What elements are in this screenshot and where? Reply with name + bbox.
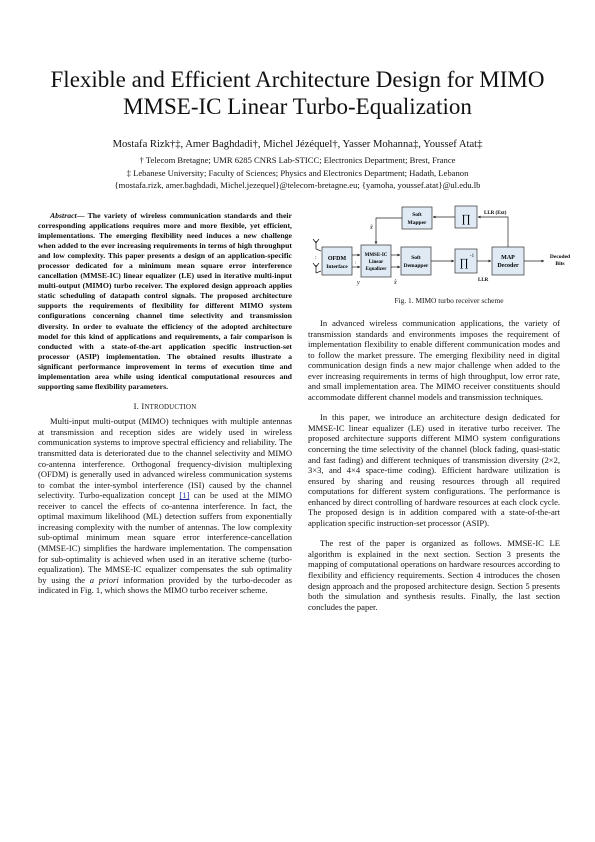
section-heading-introduction — [38, 401, 292, 414]
label-xhat: x̂ — [394, 280, 397, 286]
intro-text-a: Multi-input multi-output (MIMO) techniques with multiple antennas at transmission and reception sides are widely used in wireless communication systems to improve spectral efficiency and reliability. The transmitted data is deteriorated due to the channel selectivity and MIMO co-antenna interference. Orthogonal frequency-division multiplexing (OFDM) is generally used in advanced wireless communication systems to combat the inter-symbol interference (ISI) caused by the channel selectivity. Turbo-equalization concept — [38, 416, 292, 501]
mapper-label-2: Mapper — [407, 220, 427, 226]
deinterleaver-sup: -1 — [469, 254, 475, 259]
mmse-label-1: MMSE-IC — [364, 253, 388, 258]
paragraph-contribution: In this paper, we introduce an architecture design dedicated for MMSE-IC linear equalizer (LE) used in iterative turbo receiver. The proposed architecture supports different MIMO system configurations concerning the time selectivity of the channel (block fading, quasi-static and fast fading) and different techniques of transmission diversity (2×2, 3×3, and 4×4 space-time coding). Efficient hardware utilization is ensured by sharing and reusing resources through all required computations for different system configurations. The performance is enhanced by direct controlling of hardware resources at each clock cycle. The proposed design is in addition compared with a state-of-the-art application specific instruction-set processor (ASIP). — [308, 412, 560, 528]
svg-text::: : — [355, 261, 357, 266]
map-label-2: Decoder — [497, 263, 519, 269]
svg-text::: : — [315, 255, 317, 261]
label-xtilde: x̃ — [370, 225, 373, 231]
decoded-label-2: Bits — [555, 261, 565, 267]
interleaver-symbol: ∏ — [461, 213, 471, 225]
label-llr: LLR — [478, 278, 489, 283]
map-decoder-block — [492, 247, 524, 275]
abstract-text: The variety of wireless communication standards and their corresponding applications requires more and more flexible, yet efficient, implementations. The emerging flexibility need induces a new challenge when added to the ever increasing requirements in terms of high throughput and low complexity. This paper presents a design of an application-specific processor dedicated for a minimum mean square error interference cancellation (MMSE-IC) linear equalizer (LE) used in iterative multi-input multi-output (MIMO) turbo receiver. The explored design approach applies static scheduling of datapath control signals. The proposed architecture supports the requirements of flexibility for different MIMO system configurations concerning channel time selectivity and transmission diversity. In order to evaluate the efficiency of the adopted architecture model for this kind of applications and requirements, a fair comparison is conducted with a state-of-the-art application specific instruction-set processor (ASIP) implementation. The obtained results illustrate a significant performance improvement in terms of execution time and implementation area while using identical computational resources and supporting same flexibility parameters. — [38, 211, 292, 391]
mmse-label-3: Equalizer — [365, 267, 387, 272]
section-numeral: I. — [133, 400, 140, 411]
title-line-1: Flexible and Efficient Architecture Design for MIMO — [50, 67, 545, 92]
affiliation-lebanese-university: ‡ Lebanese University; Faculty of Sciences; Physics and Electronics Department; Hadath, Lebanon — [126, 168, 469, 178]
intro-emphasis: a priori — [89, 574, 119, 585]
receiver-diagram — [308, 203, 590, 303]
citation-link[interactable]: [1] — [179, 490, 190, 501]
label-llr-ext: LLR (Ext) — [484, 211, 507, 216]
ofdm-label-2: Interface — [326, 264, 348, 270]
author-emails: {mostafa.rizk, amer.baghdadi, Michel.jezequel}@telecom-bretagne.eu; {yamoha, youssef.atat}@ul.edu.lb — [114, 180, 481, 190]
intro-paragraph — [38, 416, 292, 595]
map-label-1: MAP — [501, 255, 515, 261]
abstract-label: Abstract — [50, 211, 77, 220]
demapper-label-2: Demapper — [403, 263, 429, 269]
abstract — [38, 211, 292, 392]
left-column — [38, 211, 292, 596]
mmse-label-2: Linear — [368, 260, 384, 265]
paper-title — [20, 66, 575, 120]
soft-demapper-block — [401, 247, 431, 275]
paragraph-organization: The rest of the paper is organized as follows. MMSE-IC LE algorithm is explained in the next section. Section 3 presents the mapping of computational operations on hardware resources according to flexibility and efficiency requirements. Section 4 introduces the chosen design approach and the proposed architecture design. Section 5 presents both the simulation and synthesis results. Finally, the last section concludes the paper. — [308, 538, 560, 612]
figure-caption: Fig. 1. MIMO turbo receiver scheme — [394, 296, 504, 305]
section-heading-rest: NTRODUCTION — [144, 403, 197, 411]
author-list: Mostafa Rizk†‡, Amer Baghdadi†, Michel Jézéquel†, Yasser Mohanna‡, Youssef Atat‡ — [112, 139, 483, 150]
intro-text-b: can be used at the MIMO receiver to cancel the effects of co-antenna interference. In fact, the optimal maximum likelihood (ML) detection suffers from exponentially increasing complexity with the number of antennas. The low complexity sub-optimal minimum mean square error interference-cancellation (MMSE-IC) simplifies the hardware implementation. The compensation for sub-optimality is achieved when used in an iterative scheme (turbo-equalization). The MMSE-IC equalizer compensates the sub optimality by using the — [38, 490, 292, 585]
right-column — [308, 318, 560, 612]
deinterleaver-symbol: ∏ — [459, 257, 469, 269]
figure-mimo-receiver — [308, 203, 590, 308]
decoded-label-1: Decoded — [549, 254, 571, 260]
intro-text-c: information provided by the turbo-decoder as indicated in Fig. 1, which shows the MIMO turbo receiver scheme. — [38, 574, 293, 596]
abstract-dash: — — [76, 211, 88, 220]
paragraph-applications: In advanced wireless communication applications, the variety of transmission standards and environments imposes the requirement of implementation flexibility to enable different communication modes and to follow the market pressure. The emerging flexibility need in digital communication design finds a new major challenge when added to the ever increasing requirements in terms of high throughput, low error rate, and small implementation area. The MIMO receiver constituents should accommodate different channel models and transmission techniques. — [308, 318, 560, 402]
title-line-2: MMSE-IC Linear Turbo-Equalization — [123, 94, 472, 119]
section-heading-initial: I — [141, 400, 145, 411]
affiliation-telecom-bretagne: † Telecom Bretagne; UMR 6285 CNRS Lab-STICC; Electronics Department; Brest, France — [139, 155, 456, 165]
demapper-label-1: Soft — [411, 255, 421, 261]
label-y: y — [357, 280, 360, 286]
mapper-label-1: Soft — [412, 212, 422, 218]
ofdm-label-1: OFDM — [327, 256, 347, 262]
